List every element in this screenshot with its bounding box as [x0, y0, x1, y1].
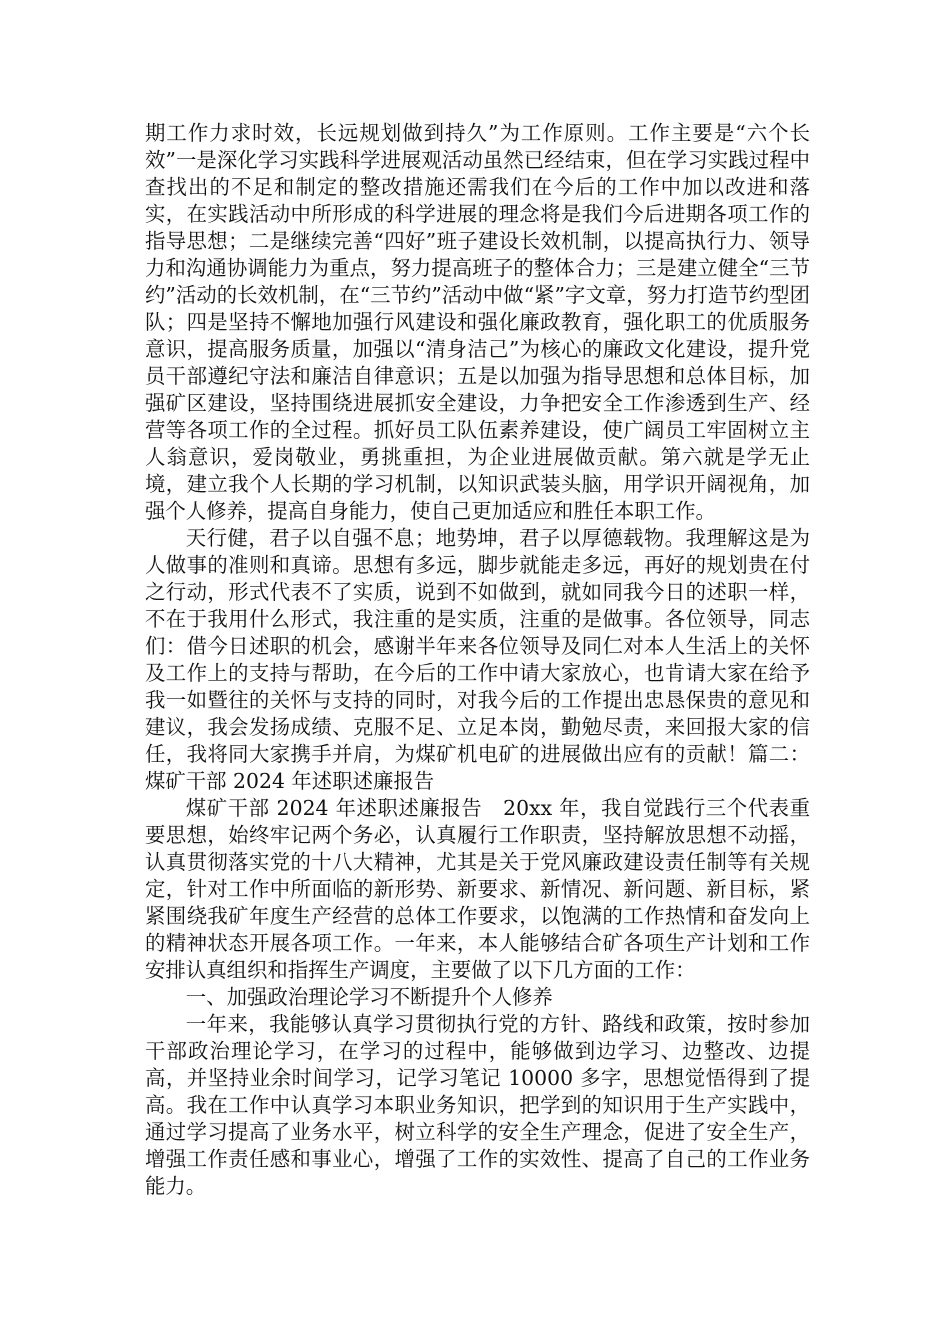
paragraph-closing-remarks: 天行健，君子以自强不息；地势坤，君子以厚德载物。我理解这是为人做事的准则和真谛。思想有多远，脚步就能走多远，再好的规划贵在付之行动，形式代表不了实质，说到不如做到，就如同我今日的述职一样，不在于我用什么形式，我注重的是实质，注重的是做事。各位领导，同志们：借今日述职的机会，感谢半年来各位领导及同仁对本人生活上的关怀及工作上的支持与帮助，在今后的工作中请大家放心，也肯请大家在给予我一如暨往的关怀与支持的同时，对我今后的工作提出忠恳保贵的意见和建议，我会发扬成绩、克服不足、立足本岗，勤勉尽责，来回报大家的信任，我将同大家携手并肩，为煤矿机电矿的进展做出应有的贡献！篇二：煤矿干部 2024 年述职述廉报告 [145, 526, 810, 793]
paragraph-political-study: 一年来，我能够认真学习贯彻执行党的方针、路线和政策，按时参加干部政治理论学习，在学习的过程中，能够做到边学习、边整改、边提高，并坚持业余时间学习，记学习笔记 10000 多字，思想觉悟得到了提高。我在工作中认真学习本职业务知识，把学到的知识用于生产实践中，通过学习提高了业务水平，树立科学的安全生产理念，促进了安全生产，增强工作责任感和事业心，增强了工作的实效性、提高了自己的工作业务能力。 [145, 1012, 810, 1198]
section-heading-political-study: 一、加强政治理论学习不断提升个人修养 [185, 985, 553, 1009]
paragraph-work-principles: 期工作力求时效，长远规划做到持久”为工作原则。工作主要是“六个长效”一是深化学习实践科学进展观活动虽然已经结束，但在学习实践过程中查找出的不足和制定的整改措施还需我们在今后的工作中加以改进和落实，在实践活动中所形成的科学进展的理念将是我们今后进期各项工作的指导思想；二是继续完善“四好”班子建设长效机制，以提高执行力、领导力和沟通协调能力为重点，努力提高班子的整体合力；三是建立健全“三节约”活动的长效机制，在“三节约”活动中做“紧”字文章，努力打造节约型团队；四是坚持不懈地加强行风建设和强化廉政教育，强化职工的优质服务意识，提高服务质量，加强以“清身洁己”为核心的廉政文化建设，提升党员干部遵纪守法和廉洁自律意识；五是以加强为指导思想和总体目标，加强矿区建设，坚持围绕进展抓安全建设，力争把安全工作渗透到生产、经营等各项工作的全过程。抓好员工队伍素养建设，使广阔员工牢固树立主人翁意识，爱岗敬业，勇挑重担，为企业进展做贡献。第六就是学无止境，建立我个人长期的学习机制，以知识武装头脑，用学识开阔视角，加强个人修养，提高自身能力，使自己更加适应和胜任本职工作。 [145, 121, 810, 523]
paragraph-report-intro: 煤矿干部 2024 年述职述廉报告 20xx 年，我自觉践行三个代表重要思想，始终牢记两个务必，认真履行工作职责，坚持解放思想不动摇，认真贯彻落实党的十八大精神，尤其是关于党风廉政建设责任制等有关规定，针对工作中所面临的新形势、新要求、新情况、新问题、新目标，紧紧围绕我矿年度生产经营的总体工作要求，以饱满的工作热情和奋发向上的精神状态开展各项工作。一年来，本人能够结合矿各项生产计划和工作安排认真组织和指挥生产调度，主要做了以下几方面的工作： [145, 796, 810, 982]
document-body [145, 120, 810, 1200]
